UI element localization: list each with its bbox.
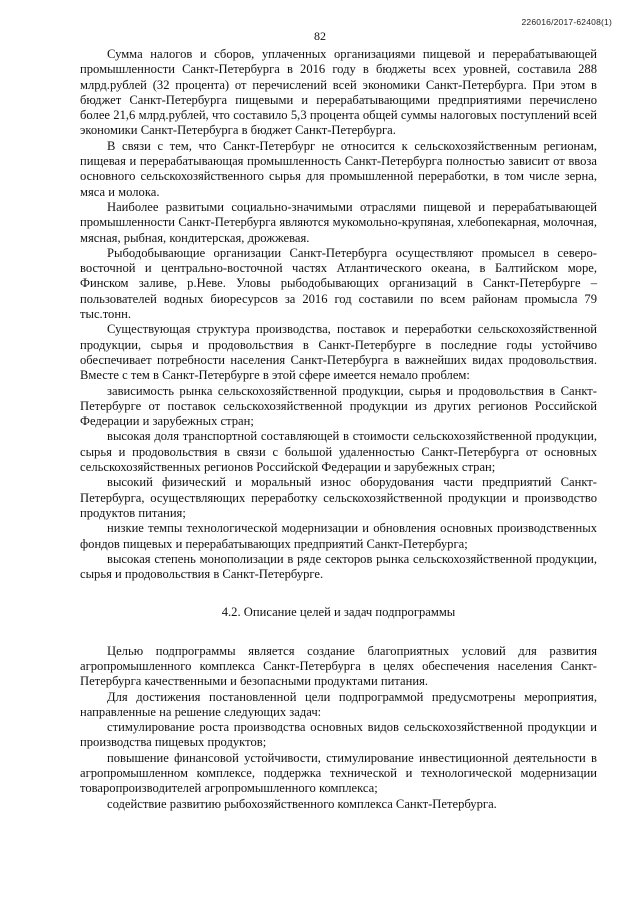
problem-list-item: высокая степень монополизации в ряде секторов рынка сельскохозяйственной продукции, сырья и продовольствия в Санкт-Петербурге.: [80, 551, 597, 582]
paragraph-fishing-organizations: Рыбодобывающие организации Санкт-Петербурга осуществляют промысел в северо-восточной и центрально-восточной частях Атлантического океана, в Балтийском море, Финском заливе, р.Неве. Уловы рыбодобывающих организаций в Санкт-Петербурге – пользователей водных биоресурсов за 2016 год составили по всем районам промысла 79 тыс.тонн.: [80, 245, 597, 322]
page-number: 82: [314, 29, 326, 43]
paragraph-raw-material-dependence: В связи с тем, что Санкт-Петербург не относится к сельскохозяйственным регионам, пищевая и перерабатывающая промышленность Санкт-Петербурга полностью зависит от ввоза основного сельскохозяйственного сырья для промышленной переработки, в том числе зерна, мяса и молока.: [80, 138, 597, 199]
paragraph-tasks-intro: Для достижения постановленной цели подпрограммой предусмотрены мероприятия, направленные на решение следующих задач:: [80, 689, 597, 719]
paragraph-program-goal: Целью подпрограммы является создание благоприятных условий для развития агропромышленного комплекса Санкт-Петербурга в целях обеспечения населения Санкт-Петербурга качественными и безопасными продуктами питания.: [80, 643, 597, 689]
problem-list-item: низкие темпы технологической модернизации и обновления основных производственных фондов пищевых и перерабатывающих предприятий Санкт-Петербурга;: [80, 521, 597, 551]
paragraph-tax-revenue: Сумма налогов и сборов, уплаченных организациями пищевой и перерабатывающей промышленности Санкт-Петербурга в 2016 году в бюджеты всех уровней, составила 288 млрд.рублей (32 процента) от перечислений всей экономики Санкт-Петербурга. При этом в бюджет Санкт-Петербурга пищевыми и перерабатывающими предприятиями перечислено более 21,6 млрд.рублей, что составило 5,3 процента общей суммы налоговых поступлений всей экономики Санкт-Петербурга в бюджет Санкт-Петербурга.: [80, 47, 597, 138]
document-body: [80, 47, 597, 812]
problem-list-item: высокая доля транспортной составляющей в стоимости сельскохозяйственной продукции, сырья и продовольствия в связи с большой удаленностью Санкт-Петербурга от основных сельскохозяйственных регионов Российской Федерации и зарубежных стран;: [80, 429, 597, 475]
document-id: 226016/2017-62408(1): [521, 17, 612, 27]
task-list-item: повышение финансовой устойчивости, стимулирование инвестиционной деятельности в агропромышленном комплексе, поддержка технической и технологической модернизации товаропроизводителей агропромышленного комплекса;: [80, 750, 597, 796]
task-list-item: содействие развитию рыбохозяйственного комплекса Санкт-Петербурга.: [107, 796, 497, 811]
paragraph-existing-structure: Существующая структура производства, поставок и переработки сельскохозяйственной продукции, сырья и продовольствия в Санкт-Петербурге в последние годы устойчиво обеспечивает потребности населения Санкт-Петербурга в важнейших видах продовольствия. Вместе с тем в Санкт-Петербурге в этой сфере имеется немало проблем:: [80, 322, 597, 383]
task-list-item: стимулирование роста производства основных видов сельскохозяйственной продукции и производства пищевых продуктов;: [80, 720, 597, 750]
paragraph-developed-industries: Наиболее развитыми социально-значимыми отраслями пищевой и перерабатывающей промышленности Санкт-Петербурга являются мукомольно-крупяная, хлебопекарная, молочная, мясная, рыбная, кондитерская, дрожжевая.: [80, 199, 597, 245]
problem-list-item: зависимость рынка сельскохозяйственной продукции, сырья и продовольствия в Санкт-Петербурге от поставок сельскохозяйственной продукции из других регионов Российской Федерации и зарубежных стран;: [80, 383, 597, 429]
problem-list-item: высокий физический и моральный износ оборудования части предприятий Санкт-Петербурга, осуществляющих переработку сельскохозяйственной продукции и производство продуктов питания;: [80, 475, 597, 520]
section-heading: 4.2. Описание целей и задач подпрограммы: [221, 605, 456, 620]
